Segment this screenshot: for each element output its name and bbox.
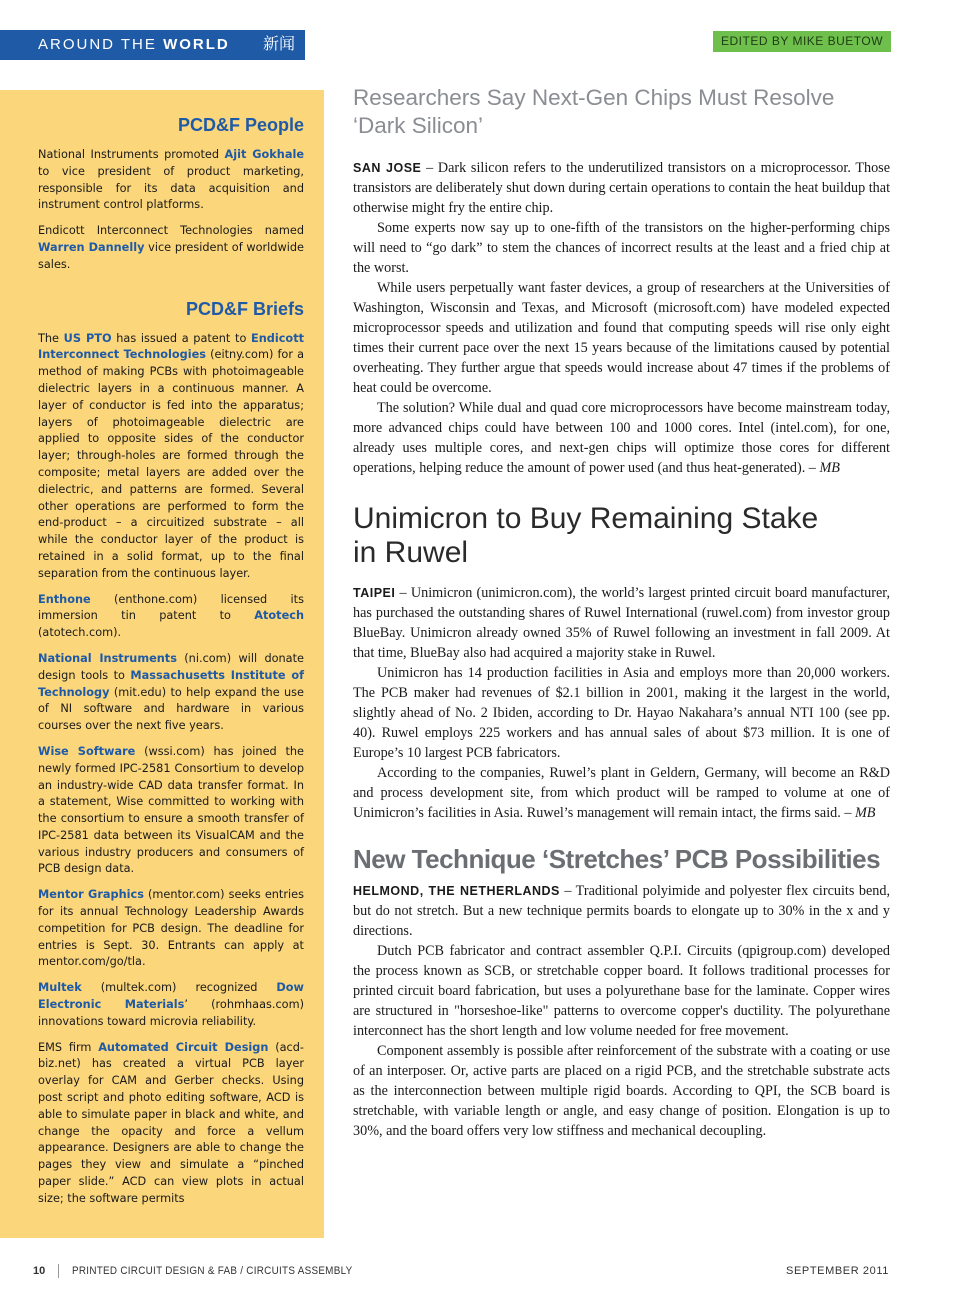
main-column xyxy=(353,84,890,1141)
article-paragraph: The solution? While dual and quad core microprocessors have become mainstream today, more advanced chips could have between 100 and 1000 cores. Intel (intel.com), for one, already uses multiple cores, and next-gen chips will optimize those cores for different operations, helping reduce the amount of power used (and thus heat-generated). – MB xyxy=(353,400,890,476)
brief-item: Enthone (enthone.com) licensed its immersion tin patent to Atotech (atotech.com). xyxy=(38,592,304,640)
author-signature: MB xyxy=(819,460,840,476)
brief-item: Mentor Graphics (mentor.com) seeks entries for its annual Technology Leadership Awards competition for PCB design. The deadline for entries is Sept. 30. Entrants can apply at mentor.com/go/tla. xyxy=(38,888,304,969)
section-label-bold: WORLD xyxy=(163,36,230,53)
brief-item: Multek (multek.com) recognized Dow Electronic Materials’ (rohmhaas.com) innovations toward microvia reliability. xyxy=(38,981,304,1028)
article-paragraph: Dutch PCB fabricator and contract assembler Q.P.I. Circuits (qpigroup.com) developed the process known as SCB, or stretchable copper board. It follows traditional processes for printed circuit board fabrication, but uses a polyurethane base for the laminate. Copper wires are structured in "horseshoe-like" patterns to overcome copper's ductility. The polyurethane interconnect has the short length and low volume needed for free movement. xyxy=(353,943,890,1039)
brief-item: EMS firm Automated Circuit Design (acd-biz.net) has created a virtual PCB layer overlay for CAM and Gerber checks. Using post script and photo editing software, ACD is able to simulate paper in black and white, and change the opacity and force a vellum appearance. Designers are able to change the pages they view and simulate a “pinched paper slide.” ACD can view plots in actual size; the software permits xyxy=(38,1040,304,1205)
article-headline: Researchers Say Next-Gen Chips Must Resolve ‘Dark Silicon’ xyxy=(353,85,835,138)
brief-item: Wise Software (wssi.com) has joined the newly formed IPC-2581 Consortium to develop an industry-wide CAD data transfer format. In a statement, Wise committed to working with the consortium to ensure a smooth transfer of IPC-2581 data between its VisualCAM and the various industry producers and consumers of PCB design data. xyxy=(38,744,304,876)
issue-date: SEPTEMBER 2011 xyxy=(786,1265,889,1277)
section-banner xyxy=(0,30,305,60)
dateline: SAN JOSE xyxy=(353,161,422,175)
page-number: 10 xyxy=(33,1265,46,1277)
article-paragraph: According to the companies, Ruwel’s plant in Geldern, Germany, will become an R&D and process development site, from which product will be ramped to volume at one of Unimicron’s facilities in Asia. Ruwel’s management will remain intact, the firms said. – MB xyxy=(353,765,890,821)
people-item: Endicott Interconnect Technologies named Warren Dannelly vice president of worldwide sales. xyxy=(38,224,304,271)
article-dark-silicon xyxy=(353,84,890,478)
article-paragraph: While users perpetually want faster devices, a group of researchers at the Universities of Washington, Wisconsin and Texas, and Microsoft (microsoft.com) have modeled expected microprocessor speeds and utilization and found that computing speeds will rise only eight times their current pace over the next 15 years because of the limitations caused by potential overheating. They further argue that speeds would increase about 47 times if the problems of heat could be overcome. xyxy=(353,280,890,396)
publication-name: PRINTED CIRCUIT DESIGN & FAB / CIRCUITS ASSEMBLY xyxy=(72,1265,353,1277)
article-paragraph: Some experts now say up to one-fifth of the transistors on the higher-performing chips will need to “go dark” to stem the chances of incorrect results at the least and a fried chip at the worst. xyxy=(353,220,890,276)
article-stretchable-pcb xyxy=(353,843,890,1141)
article-paragraph: TAIPEI – Unimicron (unimicron.com), the world’s largest printed circuit board manufacturer, has purchased the outstanding shares of Ruwel International (ruwel.com) from investor group BlueBay. Unimicron already owned 35% of Ruwel following an investment in fall 2009. At that time, BlueBay also had acquired a majority stake in Ruwel. xyxy=(353,585,890,661)
brief-item: The US PTO has issued a patent to Endicott Interconnect Technologies (eitny.com) for a method of making PCBs with photoimageable dielectric layers in a continuous manner. A layer of conductor is fed into the apparatus; layers of photoimageable dielectric are applied to opposite sides of the conductor layer; through-holes are formed through the composite; metal layers are added over the dielectric, and patterns are formed. Several other operations are performed to form the end-product – a circuitized substrate – all while the conductor layer of the product is retained in a solid format, up to the final separation from the continuous layer. xyxy=(38,331,304,580)
page-footer xyxy=(0,1263,960,1279)
sidebar xyxy=(0,90,324,1238)
article-headline: Unimicron to Buy Remaining Stake in Ruwel xyxy=(353,502,819,569)
people-item: National Instruments promoted Ajit Gokhale to vice president of product marketing, responsible for its data acquisition and instrument control platforms. xyxy=(38,148,304,212)
section-label-chinese: 新闻 xyxy=(263,36,296,53)
section-label: AROUND THE xyxy=(38,36,164,53)
article-paragraph: HELMOND, THE NETHERLANDS – Traditional polyimide and polyester flex circuits bend, but do not stretch. But a new technique permits boards to elongate up to 30% in the x and y directions. xyxy=(353,883,890,939)
article-unimicron xyxy=(353,502,890,823)
article-paragraph: SAN JOSE – Dark silicon refers to the underutilized transistors on a microprocessor. Those transistors are deliberately shut down during certain operations to contain the heat buildup that otherwise might fry the entire chip. xyxy=(353,160,891,216)
dateline: HELMOND, THE NETHERLANDS xyxy=(353,884,560,898)
article-headline: New Technique ‘Stretches’ PCB Possibilities xyxy=(353,844,881,874)
people-heading: PCD&F People xyxy=(177,115,304,135)
author-signature: MB xyxy=(854,805,876,821)
footer-divider xyxy=(58,1264,59,1278)
article-paragraph: Component assembly is possible after reinforcement of the substrate with a coating or use of an interposer. Or, active parts are placed on a rigid PCB, and the stretchable substrate acts as the interconnection between multiple rigid boards. According to QPI, the SCB board is stretchable, with variable length or angle, and easy change of position. Elongation is up to 30%, and the board offers very low stiffness and mechanical decoupling. xyxy=(353,1043,890,1139)
brief-item: National Instruments (ni.com) will donate design tools to Massachusetts Institute of Technology (mit.edu) to help expand the use of NI software and hardware in various courses over the next five years. xyxy=(38,651,304,733)
briefs-heading: PCD&F Briefs xyxy=(185,298,304,319)
dateline: TAIPEI xyxy=(353,586,396,600)
article-paragraph: Unimicron has 14 production facilities in Asia and employs more than 20,000 workers. The PCB maker had revenues of $2.1 billion in 2001, making it the largest in the world, slightly ahead of No. 2 Ibiden, according to Dr. Hayao Nakahara’s annual NTI 100 (see pp. 40). Ruwel employs 225 workers and has annual sales of about $73 million. It is one of Europe’s 10 largest PCB fabricators. xyxy=(353,665,890,761)
editor-badge: EDITED BY MIKE BUETOW xyxy=(713,31,891,52)
